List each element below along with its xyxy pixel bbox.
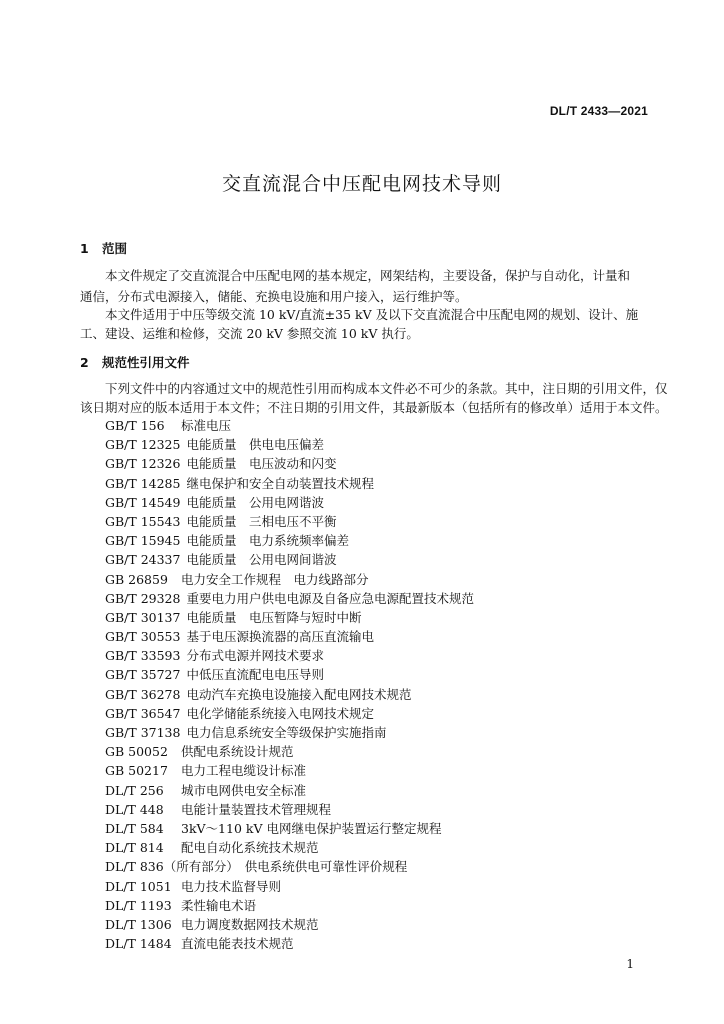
reference-code: DL/T 1306 (105, 916, 172, 932)
reference-item (105, 589, 474, 608)
document-title: 交直流混合中压配电网技术导则 (221, 173, 502, 195)
reference-title: 电动汽车充换电设施接入配电网技术规范 (186, 686, 412, 702)
reference-code: GB/T 15945 (105, 533, 181, 549)
reference-title: 继电保护和安全自动装置技术规程 (186, 475, 374, 491)
section-title: 范围 (102, 241, 128, 256)
reference-item (105, 934, 474, 953)
reference-item (105, 531, 474, 550)
reference-item (105, 665, 474, 684)
reference-code: GB/T 33593 (105, 648, 181, 664)
reference-item (105, 800, 474, 819)
reference-title: 供配电系统设计规范 (181, 744, 294, 760)
reference-code: DL/T 1193 (105, 897, 172, 913)
reference-title: 直流电能表技术规范 (181, 936, 294, 952)
reference-item (105, 838, 474, 857)
section-1-heading (80, 239, 127, 257)
reference-code: DL/T 448 (105, 801, 164, 817)
reference-item (105, 761, 474, 780)
reference-title: 电力信息系统安全等级保护实施指南 (186, 725, 387, 740)
reference-title: 电化学储能系统接入电网技术规定 (186, 705, 374, 721)
reference-item (105, 723, 474, 742)
reference-title: 3kV～110 kV 电网继电保护装置运行整定规程 (181, 820, 442, 836)
reference-code: GB/T 12325 (105, 437, 181, 453)
section-title: 规范性引用文件 (102, 355, 190, 370)
reference-item (105, 454, 474, 473)
reference-title: 标准电压 (181, 418, 232, 433)
reference-item (105, 512, 474, 531)
section-2-heading (80, 353, 190, 371)
reference-item (105, 704, 474, 723)
reference-item (105, 570, 474, 589)
reference-code: GB 26859 (105, 571, 168, 587)
page-number: 1 (626, 957, 634, 971)
reference-title: 供电系统供电可靠性评价规程 (244, 859, 408, 875)
reference-code: GB/T 30137 (105, 609, 181, 625)
reference-code: DL/T 256 (105, 782, 164, 798)
reference-code: GB/T 24337 (105, 552, 181, 568)
reference-title: 电力安全工作规程 电力线路部分 (181, 571, 369, 587)
reference-code: GB/T 14549 (105, 494, 181, 510)
section-number: 2 (80, 355, 89, 370)
reference-code: DL/T 814 (105, 840, 164, 856)
reference-code: GB/T 36547 (105, 705, 181, 721)
reference-item (105, 550, 474, 569)
reference-item (105, 608, 474, 627)
reference-item (105, 781, 474, 800)
reference-title: 电力调度数据网技术规范 (181, 916, 319, 932)
reference-item (105, 435, 474, 454)
normative-intro-line-2: 该日期对应的版本适用于本文件；不注日期的引用文件，其最新版本（包括所有的修改单）适用于本文件。 (80, 400, 668, 415)
reference-code: DL/T 584 (105, 820, 164, 836)
reference-code: GB/T 30553 (105, 629, 181, 645)
reference-item (105, 896, 474, 915)
reference-title: 配电自动化系统技术规范 (181, 840, 319, 856)
reference-code: GB/T 37138 (105, 725, 181, 740)
reference-item (105, 915, 474, 934)
scope-line-1: 本文件规定了交直流混合中压配电网的基本规定，网架结构，主要设备，保护与自动化，计量和 (105, 268, 631, 283)
reference-item (105, 416, 474, 435)
reference-item (105, 877, 474, 896)
reference-title: 电能质量 电压波动和闪变 (186, 456, 337, 472)
reference-title: 柔性输电术语 (181, 897, 257, 913)
reference-title: 基于电压源换流器的高压直流输电 (186, 629, 374, 645)
reference-item (105, 685, 474, 704)
reference-code: GB/T 12326 (105, 456, 181, 472)
reference-code: GB/T 29328 (105, 590, 181, 606)
reference-title: 电能质量 供电电压偏差 (186, 437, 324, 453)
reference-title: 电力技术监督导则 (181, 878, 282, 894)
reference-item (105, 819, 474, 838)
reference-code: GB/T 14285 (105, 475, 181, 491)
standard-code: DL/T 2433—2021 (549, 104, 648, 118)
reference-title: 重要电力用户供电电源及自备应急电源配置技术规范 (186, 590, 474, 606)
reference-title: 电能计量装置技术管理规程 (181, 801, 332, 817)
reference-code: DL/T 1051 (105, 878, 172, 894)
reference-title: 中低压直流配电电压导则 (186, 667, 324, 683)
reference-item (105, 493, 474, 512)
reference-item (105, 474, 474, 493)
scope-line-3: 本文件适用于中压等级交流 10 kV/直流±35 kV 及以下交直流混合中压配电网的规划、设计、施 (105, 307, 639, 322)
scope-line-2: 通信，分布式电源接入，储能、充换电设施和用户接入，运行维护等。 (80, 289, 468, 304)
reference-code: DL/T 1484 (105, 936, 172, 952)
reference-title: 电力工程电缆设计标准 (181, 763, 307, 779)
reference-code: GB/T 15543 (105, 513, 181, 529)
reference-code: GB 50217 (105, 763, 168, 779)
reference-title: 分布式电源并网技术要求 (186, 648, 324, 664)
reference-item (105, 646, 474, 665)
reference-title: 电能质量 三相电压不平衡 (186, 513, 337, 529)
reference-title: 城市电网供电安全标准 (181, 782, 307, 798)
normative-intro-line-1: 下列文件中的内容通过文中的规范性引用而构成本文件必不可少的条款。其中，注日期的引用文件，仅 (105, 381, 668, 396)
reference-item (105, 742, 474, 761)
reference-code: GB 50052 (105, 744, 168, 760)
reference-item (105, 627, 474, 646)
section-number: 1 (80, 241, 89, 256)
reference-item (105, 857, 474, 876)
reference-code: DL/T 836（所有部分） (105, 859, 239, 875)
reference-code: GB/T 156 (105, 418, 165, 433)
reference-title: 电能质量 电压暂降与短时中断 (186, 609, 362, 625)
scope-line-4: 工、建设、运维和检修，交流 20 kV 参照交流 10 kV 执行。 (80, 326, 419, 341)
reference-title: 电能质量 电力系统频率偏差 (186, 533, 349, 549)
reference-list (105, 416, 474, 953)
reference-title: 电能质量 公用电网间谐波 (186, 552, 337, 568)
reference-code: GB/T 36278 (105, 686, 181, 702)
reference-title: 电能质量 公用电网谐波 (186, 494, 324, 510)
reference-code: GB/T 35727 (105, 667, 181, 683)
